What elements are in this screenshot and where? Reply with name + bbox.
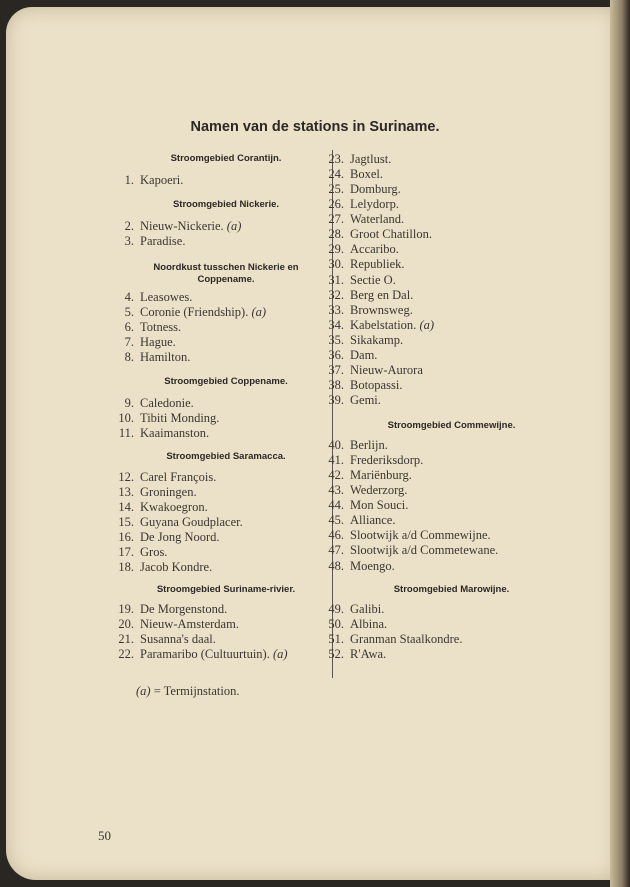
station-row [322, 617, 387, 632]
station-number: 31. [328, 273, 344, 287]
station-name: Kwakoegron. [140, 500, 208, 514]
station-row [322, 242, 399, 257]
station-row [112, 530, 220, 545]
station-name: Gros. [140, 545, 168, 559]
station-name: Kaaimanston. [140, 426, 210, 440]
station-number: 45. [328, 513, 344, 527]
station-name: Gemi. [350, 393, 381, 407]
station-name: Dam. [350, 348, 378, 362]
station-name: Albina. [350, 617, 388, 631]
station-name: Nieuw-Nickerie. [140, 219, 224, 233]
footnote-mark: (a) [136, 684, 151, 698]
station-number: 48. [328, 559, 344, 573]
station-row [322, 647, 386, 662]
station-row [322, 393, 381, 408]
terminal-station-note: (a) [251, 305, 267, 319]
station-name: Totness. [140, 320, 182, 334]
station-number: 5. [124, 305, 134, 319]
station-row [112, 632, 216, 647]
station-name: Accaribo. [350, 242, 399, 256]
station-number: 3. [124, 234, 134, 248]
station-name: Jagtlust. [350, 152, 392, 166]
station-number: 43. [328, 483, 344, 497]
station-number: 46. [328, 528, 344, 542]
station-row [322, 513, 395, 528]
station-row [322, 483, 407, 498]
station-name: Mon Souci. [350, 498, 409, 512]
station-name: De Morgenstond. [140, 602, 228, 616]
section-header: Noordkust tusschen Nickerie en Coppename. [153, 262, 299, 285]
station-number: 25. [328, 182, 344, 196]
station-name: Groningen. [140, 485, 197, 499]
station-number: 18. [118, 560, 134, 574]
footnote-text: = Termijnstation. [153, 684, 240, 698]
terminal-station-note: (a) [419, 318, 435, 332]
station-number: 40. [328, 438, 344, 452]
station-row [322, 227, 432, 242]
station-row [322, 257, 405, 272]
station-number: 21. [118, 632, 134, 646]
station-name: Kabelstation. [350, 318, 417, 332]
station-row [322, 152, 391, 167]
station-number: 32. [328, 288, 344, 302]
station-number: 6. [124, 320, 134, 334]
station-number: 2. [124, 219, 134, 233]
station-number: 36. [328, 348, 344, 362]
station-row [112, 411, 219, 426]
page-number: 50 [98, 828, 111, 843]
station-row [322, 363, 423, 378]
station-row [112, 305, 266, 320]
station-number: 13. [118, 485, 134, 499]
station-row [322, 632, 462, 647]
station-row [112, 173, 183, 188]
station-number: 20. [118, 617, 134, 631]
station-row [112, 219, 241, 234]
station-row [322, 559, 395, 574]
station-row [112, 617, 239, 632]
station-number: 49. [328, 602, 344, 616]
station-name: Domburg. [350, 182, 401, 196]
station-number: 8. [124, 350, 134, 364]
station-name: Berlijn. [350, 438, 388, 452]
station-name: Republiek. [350, 257, 405, 271]
station-number: 14. [118, 500, 134, 514]
station-row [322, 438, 388, 453]
station-number: 47. [328, 543, 344, 557]
station-number: 38. [328, 378, 344, 392]
station-name: Hague. [140, 335, 176, 349]
station-name: Sikakamp. [350, 333, 404, 347]
station-name: Frederiksdorp. [350, 453, 424, 467]
terminal-station-note: (a) [272, 647, 288, 661]
station-row [322, 498, 408, 513]
station-number: 50. [328, 617, 344, 631]
station-row [112, 426, 209, 441]
station-name: De Jong Noord. [140, 530, 220, 544]
station-row [322, 273, 396, 288]
station-name: Slootwijk a/d Commetewane. [350, 543, 499, 557]
station-row [322, 333, 403, 348]
station-number: 27. [328, 212, 344, 226]
section-header: Stroomgebied Marowijne. [393, 584, 510, 595]
station-name: Moengo. [350, 559, 395, 573]
station-row [112, 320, 181, 335]
station-number: 23. [328, 152, 344, 166]
station-number: 39. [328, 393, 344, 407]
station-row [112, 335, 176, 350]
station-row [112, 234, 185, 249]
station-row [322, 318, 434, 333]
station-name: Mariënburg. [350, 468, 412, 482]
page-title: Namen van de stations in Suriname. [190, 119, 440, 135]
station-row [112, 500, 208, 515]
station-number: 17. [118, 545, 134, 559]
station-number: 9. [124, 396, 134, 410]
station-name: Brownsweg. [350, 303, 413, 317]
section-header: Stroomgebied Coppename. [164, 376, 288, 387]
station-row [322, 468, 412, 483]
station-row [112, 350, 190, 365]
station-number: 19. [118, 602, 134, 616]
station-number: 22. [118, 647, 134, 661]
station-row [322, 212, 404, 227]
station-number: 28. [328, 227, 344, 241]
station-number: 37. [328, 363, 344, 377]
station-number: 1. [124, 173, 134, 187]
station-row [112, 602, 227, 617]
station-row [112, 647, 288, 662]
station-number: 24. [328, 167, 344, 181]
station-name: Hamilton. [140, 350, 191, 364]
station-number: 52. [328, 647, 344, 661]
station-row [322, 182, 401, 197]
section-header: Stroomgebied Nickerie. [172, 199, 280, 210]
station-number: 26. [328, 197, 344, 211]
station-name: Susanna's daal. [140, 632, 216, 646]
station-number: 15. [118, 515, 134, 529]
station-name: Galibi. [350, 602, 385, 616]
section-header: Stroomgebied Suriname-rivier. [156, 584, 296, 595]
section-header: Stroomgebied Saramacca. [166, 451, 286, 462]
station-row [322, 197, 399, 212]
station-number: 42. [328, 468, 344, 482]
section-header: Stroomgebied Commewijne. [387, 420, 516, 431]
station-number: 44. [328, 498, 344, 512]
station-row [112, 485, 197, 500]
station-row [112, 545, 167, 560]
station-name: Leasowes. [140, 290, 193, 304]
station-row [322, 288, 413, 303]
station-number: 29. [328, 242, 344, 256]
station-number: 10. [118, 411, 134, 425]
station-name: Tibiti Monding. [140, 411, 220, 425]
terminal-station-note: (a) [226, 219, 242, 233]
station-number: 7. [124, 335, 134, 349]
station-name: Botopassi. [350, 378, 403, 392]
station-name: Nieuw-Aurora [350, 363, 423, 377]
station-name: Nieuw-Amsterdam. [140, 617, 239, 631]
station-row [112, 290, 192, 305]
station-name: R'Awa. [350, 647, 387, 661]
station-name: Paradise. [140, 234, 186, 248]
station-row [322, 348, 377, 363]
section-header: Stroomgebied Corantijn. [170, 153, 282, 164]
station-number: 33. [328, 303, 344, 317]
station-row [322, 602, 384, 617]
station-row [112, 470, 216, 485]
station-row [322, 303, 413, 318]
station-row [322, 167, 383, 182]
station-name: Berg en Dal. [350, 288, 414, 302]
station-row [112, 396, 194, 411]
footnote [136, 684, 240, 699]
station-name: Paramaribo (Cultuurtuin). [140, 647, 270, 661]
station-name: Boxel. [350, 167, 383, 181]
station-number: 35. [328, 333, 344, 347]
station-name: Alliance. [350, 513, 396, 527]
station-row [322, 543, 498, 558]
station-name: Guyana Goudplacer. [140, 515, 243, 529]
station-row [322, 528, 491, 543]
station-name: Caledonie. [140, 396, 194, 410]
station-number: 34. [328, 318, 344, 332]
station-name: Lelydorp. [350, 197, 399, 211]
station-name: Granman Staalkondre. [350, 632, 463, 646]
station-name: Kapoeri. [140, 173, 184, 187]
station-number: 41. [328, 453, 344, 467]
station-name: Wederzorg. [350, 483, 408, 497]
station-row [322, 378, 402, 393]
station-number: 16. [118, 530, 134, 544]
station-name: Coronie (Friendship). [140, 305, 249, 319]
station-number: 12. [118, 470, 134, 484]
station-name: Slootwijk a/d Commewijne. [350, 528, 491, 542]
station-number: 51. [328, 632, 344, 646]
station-row [112, 560, 212, 575]
station-name: Jacob Kondre. [140, 560, 213, 574]
station-name: Waterland. [350, 212, 405, 226]
station-row [322, 453, 423, 468]
station-number: 30. [328, 257, 344, 271]
station-row [112, 515, 243, 530]
station-number: 4. [124, 290, 134, 304]
station-name: Carel François. [140, 470, 217, 484]
station-number: 11. [118, 426, 134, 440]
station-name: Groot Chatillon. [350, 227, 432, 241]
station-name: Sectie O. [350, 273, 396, 287]
book-page [6, 7, 616, 880]
